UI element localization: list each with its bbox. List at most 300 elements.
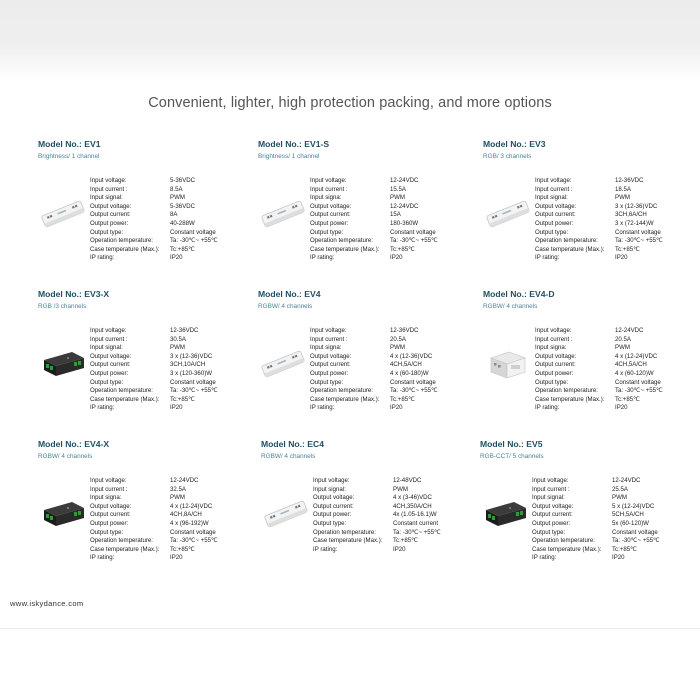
spec-label: Input signa: xyxy=(310,194,342,202)
spec-label: Output type: xyxy=(535,378,569,386)
spec-label: Output power: xyxy=(310,369,349,377)
white-dimmer-icon xyxy=(261,494,311,534)
spec-value: Ta: -30℃~ +55℃ xyxy=(390,387,438,395)
spec-value: 3 x (72-144)W xyxy=(615,219,654,227)
spec-value: 4 x (3-46)VDC xyxy=(393,494,432,502)
spec-label: Case temperature (Max.): xyxy=(535,245,605,253)
spec-value: PWM xyxy=(615,194,630,202)
spec-row xyxy=(532,537,697,546)
product-card-ev4 xyxy=(258,289,473,429)
spec-label: Output current: xyxy=(90,361,131,369)
spec-value: 3 x (12-36)VDC xyxy=(170,352,213,360)
spec-value: IP20 xyxy=(170,254,183,262)
spec-row xyxy=(90,537,255,546)
white-dimmer-icon xyxy=(483,194,533,234)
spec-row xyxy=(90,404,255,413)
spec-label: Output power: xyxy=(90,369,129,377)
spec-label: Output power: xyxy=(535,369,574,377)
product-subtitle: RGBW/ 4 channels xyxy=(261,453,316,460)
spec-label: Output voltage: xyxy=(310,352,352,360)
spec-row xyxy=(313,537,478,546)
spec-row xyxy=(90,344,255,353)
spec-label: Input current : xyxy=(90,335,128,343)
spec-label: Case temperature (Max.): xyxy=(532,545,602,553)
spec-table xyxy=(535,177,700,263)
spec-row xyxy=(535,186,700,195)
black-amplifier-icon xyxy=(38,494,88,534)
spec-label: Input signa: xyxy=(310,344,342,352)
spec-value: 4CH,5A/CH xyxy=(390,361,422,369)
spec-label: Case temperature (Max.): xyxy=(310,395,380,403)
spec-label: Input voltage: xyxy=(313,477,350,484)
spec-label: Case temperature (Max.): xyxy=(313,537,383,545)
spec-row xyxy=(310,361,475,370)
spec-row xyxy=(310,203,475,212)
product-title: Model No.: EV4-D xyxy=(483,289,555,299)
white-dimmer-icon xyxy=(258,194,308,234)
spec-value: 40-288W xyxy=(170,219,195,227)
spec-row xyxy=(313,511,478,520)
spec-row xyxy=(90,520,255,529)
spec-label: Operation temperature: xyxy=(313,528,377,536)
spec-value: 4x (1.05-16.1)W xyxy=(393,511,437,519)
spec-table xyxy=(90,177,255,263)
spec-label: Input voltage: xyxy=(310,177,347,184)
spec-value: PWM xyxy=(393,485,408,493)
spec-label: Case temperature (Max.): xyxy=(90,245,160,253)
product-subtitle: RGB-CCT/ 5 channels xyxy=(480,453,544,460)
spec-row xyxy=(90,477,255,486)
spec-row xyxy=(310,177,475,186)
spec-value: 12-24VDC xyxy=(170,477,199,484)
spec-row xyxy=(310,246,475,255)
spec-row xyxy=(90,486,255,495)
spec-row xyxy=(310,220,475,229)
spec-row xyxy=(90,370,255,379)
spec-row xyxy=(535,194,700,203)
spec-row xyxy=(90,186,255,195)
spec-row xyxy=(90,336,255,345)
white-dimmer-icon xyxy=(258,344,308,384)
spec-label: Output current: xyxy=(90,211,131,219)
spec-row xyxy=(310,336,475,345)
spec-row xyxy=(532,511,697,520)
spec-value: Ta: -30℃~ +55℃ xyxy=(612,537,660,545)
spec-value: 4 x (96-192)W xyxy=(170,519,209,527)
spec-label: IP rating: xyxy=(310,254,335,262)
spec-row xyxy=(532,520,697,529)
product-title: Model No.: EV4-X xyxy=(38,439,110,449)
spec-label: IP rating: xyxy=(313,545,338,553)
product-subtitle: RGB /3 channels xyxy=(38,303,87,310)
spec-row xyxy=(535,336,700,345)
spec-value: PWM xyxy=(170,194,185,202)
spec-row xyxy=(535,177,700,186)
spec-row xyxy=(313,520,478,529)
spec-label: Output voltage: xyxy=(310,202,352,210)
spec-row xyxy=(90,387,255,396)
spec-label: Output voltage: xyxy=(532,502,574,510)
spec-label: Operation temperature: xyxy=(90,387,154,395)
spec-label: IP rating: xyxy=(535,404,560,412)
spec-value: 12-24VDC xyxy=(390,202,419,210)
spec-label: Case temperature (Max.): xyxy=(90,395,160,403)
spec-row xyxy=(90,254,255,263)
spec-row xyxy=(313,503,478,512)
spec-row xyxy=(90,379,255,388)
spec-value: 4 x (12-24)VDC xyxy=(170,502,213,510)
spec-label: Output power: xyxy=(532,519,571,527)
product-title: Model No.: EV3-X xyxy=(38,289,110,299)
spec-label: Input voltage: xyxy=(532,477,569,484)
spec-value: Ta: -30℃~ +55℃ xyxy=(170,237,218,245)
spec-value: 3CH,6A/CH xyxy=(615,211,647,219)
spec-row xyxy=(535,237,700,246)
spec-value: 4 x (60-180)W xyxy=(390,369,429,377)
spec-value: 5CH,5A/CH xyxy=(612,511,644,519)
spec-table xyxy=(313,477,478,554)
spec-value: IP20 xyxy=(393,545,406,553)
spec-label: Output current: xyxy=(532,511,573,519)
spec-label: Input signal: xyxy=(535,194,568,202)
spec-value: 3 x (12-36)VDC xyxy=(615,202,658,210)
spec-value: Ta: -30℃~ +55℃ xyxy=(615,237,663,245)
spec-value: 12-24VDC xyxy=(615,327,644,334)
spec-value: 5x (60-120)W xyxy=(612,519,649,527)
spec-row xyxy=(535,229,700,238)
spec-value: Tc:+85℃ xyxy=(612,545,637,553)
spec-row xyxy=(535,203,700,212)
spec-value: Constant voltage xyxy=(615,378,661,386)
spec-table xyxy=(90,327,255,413)
product-title: Model No.: EV1-S xyxy=(258,139,330,149)
spec-row xyxy=(90,396,255,405)
spec-label: Operation temperature: xyxy=(310,387,374,395)
product-title: Model No.: EC4 xyxy=(261,439,325,449)
spec-row xyxy=(535,353,700,362)
spec-label: Input current : xyxy=(535,335,573,343)
spec-label: Input current : xyxy=(90,485,128,493)
spec-value: IP20 xyxy=(170,404,183,412)
product-subtitle: RGBW/ 4 channels xyxy=(483,303,538,310)
spec-row xyxy=(90,327,255,336)
spec-value: 12-24VDC xyxy=(612,477,641,484)
spec-row xyxy=(535,404,700,413)
spec-label: Output type: xyxy=(313,519,347,527)
spec-label: Input signa: xyxy=(90,494,122,502)
spec-row xyxy=(310,327,475,336)
spec-row xyxy=(535,220,700,229)
spec-value: Ta: -30℃~ +55℃ xyxy=(170,387,218,395)
website-url: www.iskydance.com xyxy=(10,599,84,608)
din-rail-module-icon xyxy=(483,344,533,384)
product-card-ec4 xyxy=(261,439,476,579)
spec-value: Tc:+85℃ xyxy=(393,537,418,545)
spec-row xyxy=(90,246,255,255)
black-amplifier-icon xyxy=(38,344,88,384)
spec-value: PWM xyxy=(615,344,630,352)
spec-label: Output voltage: xyxy=(535,352,577,360)
spec-label: Case temperature (Max.): xyxy=(535,395,605,403)
spec-label: Operation temperature: xyxy=(535,237,599,245)
spec-value: 15A xyxy=(390,211,401,219)
spec-row xyxy=(313,546,478,555)
spec-value: 5-36VDC xyxy=(170,177,196,184)
spec-label: Input signal: xyxy=(532,494,565,502)
spec-value: 12-36VDC xyxy=(390,327,419,334)
spec-value: Constant current xyxy=(393,519,439,527)
spec-value: 12-48VDC xyxy=(393,477,422,484)
spec-value: 4 x (12-36)VDC xyxy=(390,352,433,360)
spec-value: 5 x (12-24)VDC xyxy=(612,502,655,510)
spec-row xyxy=(90,546,255,555)
spec-label: Operation temperature: xyxy=(90,537,154,545)
spec-value: 18.5A xyxy=(615,185,631,193)
spec-value: 25.5A xyxy=(612,485,628,493)
spec-row xyxy=(90,237,255,246)
spec-label: Output power: xyxy=(90,519,129,527)
spec-row xyxy=(532,503,697,512)
spec-label: Case temperature (Max.): xyxy=(310,245,380,253)
spec-label: Operation temperature: xyxy=(532,537,596,545)
spec-value: Tc:+85℃ xyxy=(615,395,640,403)
spec-value: Constant voltage xyxy=(170,378,216,386)
spec-row xyxy=(310,229,475,238)
spec-label: Output power: xyxy=(535,219,574,227)
spec-row xyxy=(535,396,700,405)
white-dimmer-icon xyxy=(38,194,88,234)
spec-value: Constant voltage xyxy=(390,228,436,236)
spec-row xyxy=(90,177,255,186)
spec-value: PWM xyxy=(170,344,185,352)
spec-label: Input signal: xyxy=(90,194,123,202)
spec-row xyxy=(310,370,475,379)
spec-label: Operation temperature: xyxy=(310,237,374,245)
spec-value: Constant voltage xyxy=(615,228,661,236)
spec-value: 20.5A xyxy=(390,335,406,343)
spec-value: Constant voltage xyxy=(170,528,216,536)
spec-value: Tc:+85℃ xyxy=(170,545,195,553)
spec-label: Output current: xyxy=(535,211,576,219)
spec-label: Output type: xyxy=(535,228,569,236)
spec-value: 4CH,5A/CH xyxy=(615,361,647,369)
spec-value: 30.5A xyxy=(170,335,186,343)
spec-value: IP20 xyxy=(170,554,183,562)
spec-table xyxy=(535,327,700,413)
spec-row xyxy=(90,229,255,238)
spec-label: IP rating: xyxy=(535,254,560,262)
spec-row xyxy=(310,237,475,246)
spec-label: Input voltage: xyxy=(535,177,572,184)
spec-row xyxy=(310,186,475,195)
spec-row xyxy=(313,494,478,503)
spec-value: Tc:+85℃ xyxy=(170,245,195,253)
spec-label: Input voltage: xyxy=(310,327,347,334)
spec-row xyxy=(310,211,475,220)
spec-value: 5-36VDC xyxy=(170,202,196,210)
spec-value: 12-24VDC xyxy=(390,177,419,184)
spec-label: Output type: xyxy=(532,528,566,536)
spec-value: 12-36VDC xyxy=(615,177,644,184)
spec-label: Output type: xyxy=(310,378,344,386)
product-title: Model No.: EV3 xyxy=(483,139,546,149)
black-amplifier-icon xyxy=(480,494,530,534)
spec-value: IP20 xyxy=(390,404,403,412)
product-card-ev3-x xyxy=(38,289,253,429)
spec-row xyxy=(90,529,255,538)
spec-value: Constant voltage xyxy=(390,378,436,386)
spec-row xyxy=(310,344,475,353)
spec-value: PWM xyxy=(390,194,405,202)
spec-label: IP rating: xyxy=(90,554,115,562)
spec-label: IP rating: xyxy=(90,254,115,262)
spec-value: Constant voltage xyxy=(612,528,658,536)
spec-label: Output voltage: xyxy=(90,352,132,360)
spec-label: Output voltage: xyxy=(313,494,355,502)
spec-row xyxy=(310,387,475,396)
spec-label: Input voltage: xyxy=(90,477,127,484)
spec-row xyxy=(535,246,700,255)
spec-value: PWM xyxy=(170,494,185,502)
spec-row xyxy=(90,503,255,512)
spec-row xyxy=(90,554,255,563)
spec-value: 180-360W xyxy=(390,219,419,227)
spec-label: Input signa: xyxy=(535,344,567,352)
product-title: Model No.: EV1 xyxy=(38,139,101,149)
product-subtitle: RGBW/ 4 channels xyxy=(258,303,313,310)
spec-label: Output power: xyxy=(310,219,349,227)
spec-label: Output current: xyxy=(535,361,576,369)
spec-label: Case temperature (Max.): xyxy=(90,545,160,553)
spec-label: Input current : xyxy=(535,185,573,193)
product-title: Model No.: EV4 xyxy=(258,289,321,299)
product-card-ev1 xyxy=(38,139,253,279)
spec-row xyxy=(313,486,478,495)
spec-label: Output current: xyxy=(90,511,131,519)
spec-value: Ta: -30℃~ +55℃ xyxy=(170,537,218,545)
product-card-ev5 xyxy=(480,439,695,579)
spec-table xyxy=(310,177,475,263)
spec-table xyxy=(310,327,475,413)
spec-row xyxy=(90,203,255,212)
spec-row xyxy=(90,361,255,370)
spec-label: Output voltage: xyxy=(90,502,132,510)
spec-value: PWM xyxy=(390,344,405,352)
spec-value: 15.5A xyxy=(390,185,406,193)
spec-row xyxy=(90,220,255,229)
spec-label: Output type: xyxy=(90,378,124,386)
spec-row xyxy=(535,327,700,336)
spec-value: Ta: -30℃~ +55℃ xyxy=(615,387,663,395)
spec-row xyxy=(90,353,255,362)
spec-row xyxy=(535,370,700,379)
spec-label: Output power: xyxy=(313,511,352,519)
spec-value: 3 x (120-360)W xyxy=(170,369,212,377)
spec-row xyxy=(535,211,700,220)
spec-label: Operation temperature: xyxy=(90,237,154,245)
spec-value: 4CH,350A/CH xyxy=(393,502,432,510)
spec-value: PWM xyxy=(612,494,627,502)
product-title: Model No.: EV5 xyxy=(480,439,543,449)
spec-value: Ta: -30℃~ +55℃ xyxy=(393,528,441,536)
spec-label: Output current: xyxy=(310,361,351,369)
spec-value: Tc:+85℃ xyxy=(170,395,195,403)
spec-value: IP20 xyxy=(615,404,628,412)
spec-label: Operation temperature: xyxy=(535,387,599,395)
page-headline: Convenient, lighter, high protection packing, and more options xyxy=(148,95,552,111)
product-subtitle: Brightness/ 1 channel xyxy=(38,153,100,160)
product-card-ev1-s xyxy=(258,139,473,279)
spec-label: Output power: xyxy=(90,219,129,227)
spec-table xyxy=(532,477,697,563)
spec-row xyxy=(90,194,255,203)
spec-value: IP20 xyxy=(390,254,403,262)
spec-row xyxy=(532,486,697,495)
spec-value: 20.5A xyxy=(615,335,631,343)
spec-value: 4 x (12-24)VDC xyxy=(615,352,658,360)
top-banner xyxy=(0,0,700,80)
spec-row xyxy=(532,477,697,486)
spec-row xyxy=(310,396,475,405)
spec-row xyxy=(90,511,255,520)
product-card-ev4-d xyxy=(483,289,698,429)
spec-label: IP rating: xyxy=(310,404,335,412)
spec-label: Input voltage: xyxy=(90,177,127,184)
product-card-ev3 xyxy=(483,139,698,279)
spec-label: Output type: xyxy=(90,228,124,236)
spec-row xyxy=(310,353,475,362)
spec-value: Constant voltage xyxy=(170,228,216,236)
spec-row xyxy=(535,379,700,388)
divider xyxy=(0,628,700,629)
spec-row xyxy=(535,387,700,396)
spec-label: IP rating: xyxy=(532,554,557,562)
product-card-ev4-x xyxy=(38,439,253,579)
spec-value: Tc:+85℃ xyxy=(390,245,415,253)
spec-row xyxy=(532,546,697,555)
spec-label: IP rating: xyxy=(90,404,115,412)
spec-row xyxy=(313,477,478,486)
spec-row xyxy=(532,494,697,503)
spec-table xyxy=(90,477,255,563)
spec-label: Input current : xyxy=(310,185,348,193)
spec-label: Input voltage: xyxy=(535,327,572,334)
product-subtitle: Brightness/ 1 channel xyxy=(258,153,320,160)
spec-value: IP20 xyxy=(612,554,625,562)
spec-row xyxy=(535,344,700,353)
spec-row xyxy=(535,254,700,263)
spec-label: Output current: xyxy=(310,211,351,219)
spec-value: IP20 xyxy=(615,254,628,262)
spec-row xyxy=(313,529,478,538)
spec-value: 32.5A xyxy=(170,485,186,493)
spec-label: Input current : xyxy=(90,185,128,193)
spec-label: Output current: xyxy=(313,502,354,510)
spec-value: 8A xyxy=(170,211,178,219)
spec-value: 4 x (60-120)W xyxy=(615,369,654,377)
spec-row xyxy=(310,404,475,413)
spec-value: 12-36VDC xyxy=(170,327,199,334)
product-subtitle: RGB/ 3 channels xyxy=(483,153,532,160)
spec-label: Output type: xyxy=(310,228,344,236)
spec-value: 4CH,8A/CH xyxy=(170,511,202,519)
spec-label: Output type: xyxy=(90,528,124,536)
spec-label: Input voltage: xyxy=(90,327,127,334)
spec-row xyxy=(535,361,700,370)
spec-value: Tc:+85℃ xyxy=(615,245,640,253)
product-subtitle: RGBW/ 4 channels xyxy=(38,453,93,460)
spec-row xyxy=(310,194,475,203)
